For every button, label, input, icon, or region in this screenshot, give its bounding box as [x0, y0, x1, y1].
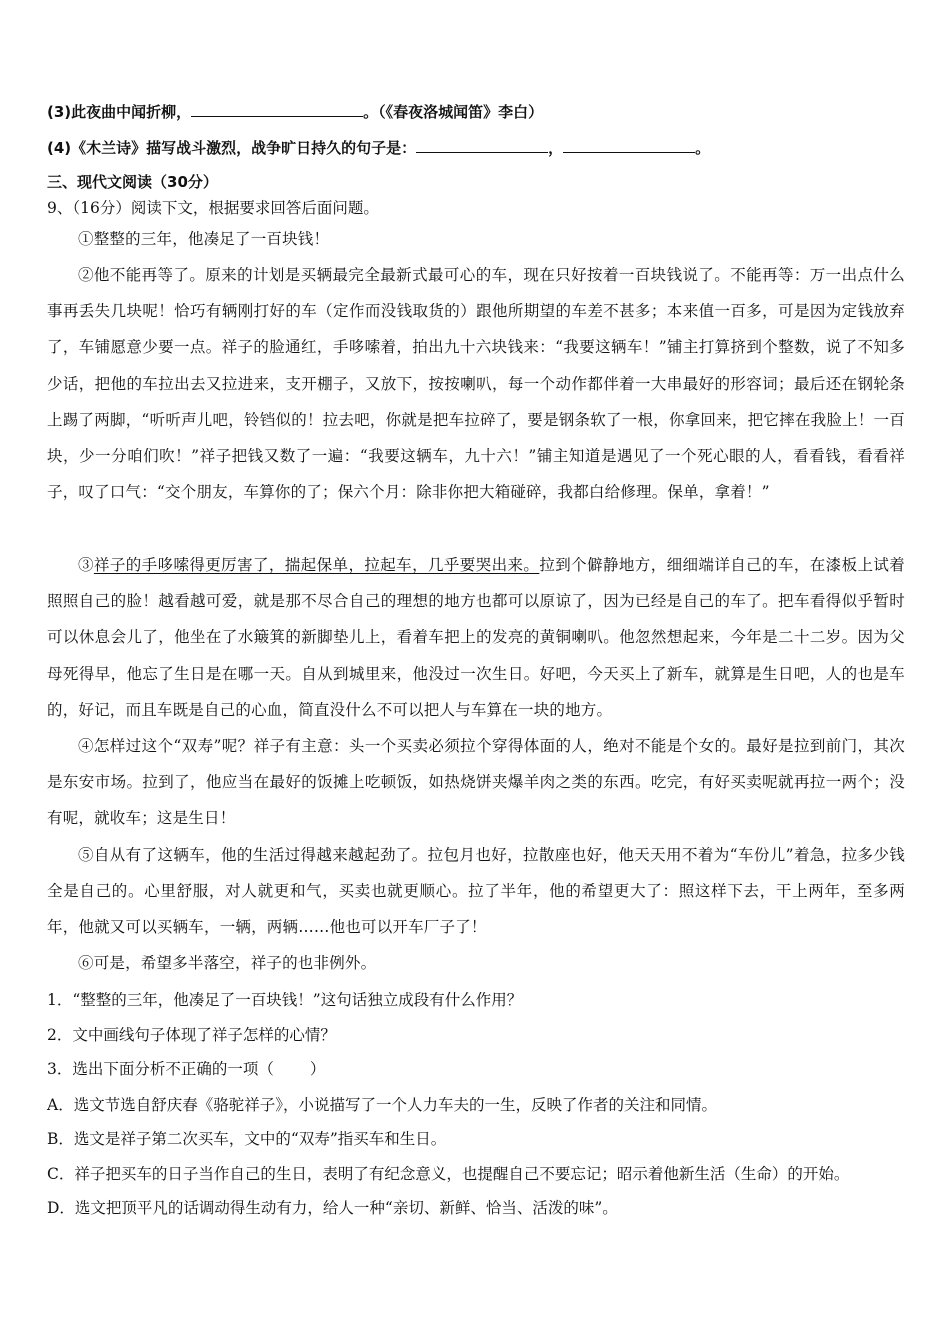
passage-paragraph-1: ①整整的三年，他凑足了一百块钱！: [78, 230, 330, 248]
fill-q4-prefix: (4)《木兰诗》描写战斗激烈，战争旷日持久的句子是：: [47, 139, 417, 157]
underlined-sentence: 祥子的手哆嗦得更厉害了，揣起保单，拉起车，几乎要哭出来。: [93, 556, 540, 574]
question-1: 1．“整整的三年，他凑足了一百块钱！”这句话独立成段有什么作用？: [47, 991, 523, 1009]
fill-q4-end: 。: [695, 139, 711, 157]
question-3: [47, 1057, 325, 1079]
question-3-prefix: 3．选出下面分析不正确的一项（: [47, 1060, 274, 1078]
paragraph-3-rest: 拉到个僻静地方，细细端详自己的车，在漆板上试着照照自己的脸！越看越可爱，就是那不尽合自己的理想的地方也都可以原谅了，因为已经是自己的车了。把车看得似乎暂时可以休息会儿了，他坐在了水簸箕的新脚垫儿上，看着车把上的发亮的黄铜喇叭。他忽然想起来，今年是二十二岁。因为父母死得早，他忘了生日是在哪一天。自从到城里来，他没过一次生日。好吧，今天买上了新车，就算是生日吧，人的也是车的，好记，而且车既是自己的心血，简直没什么不可以把人与车算在一块的地方。: [47, 556, 906, 719]
answer-blank: [563, 138, 695, 153]
option-d: D．选文把顶平凡的话调动得生动有力，给人一种“亲切、新鲜、恰当、活泼的味”。: [47, 1199, 618, 1217]
fill-q3-suffix: 。（《春夜洛城闻笛》李白）: [363, 103, 544, 121]
answer-blank: [416, 138, 548, 153]
passage-paragraph-3: [47, 547, 905, 728]
answer-blank: [191, 102, 363, 117]
question-2: 2．文中画线句子体现了祥子怎样的心情？: [47, 1026, 336, 1044]
passage-paragraph-5: ⑤自从有了这辆车，他的生活过得越来越起劲了。拉包月也好，拉散座也好，他天天用不着为“车份儿”着急，拉多少钱全是自己的。心里舒服，对人就更和气，买卖也就更顺心。拉了半年，他的希望更大了：照这样下去，干上两年，至多两年，他就又可以买辆车，一辆，两辆……他也可以开车厂子了！: [47, 846, 905, 937]
passage-paragraph-2: ②他不能再等了。原来的计划是买辆最完全最新式最可心的车，现在只好按着一百块钱说了。不能再等：万一出点什么事再丢失几块呢！恰巧有辆刚打好的车（定作而没钱取货的）跟他所期望的车差不甚多；本来值一百多，可是因为定钱放弃了，车铺愿意少要一点。祥子的脸通红，手哆嗦着，拍出九十六块钱来：“我要这辆车！”铺主打算挤到个整数，说了不知多少话，把他的车拉出去又拉进来，支开棚子，又放下，按按喇叭，每一个动作都伴着一大串最好的形容词；最后还在钢轮条上踢了两脚，“听听声儿吧，铃铛似的！拉去吧，你就是把车拉碎了，要是钢条软了一根，你拿回来，把它摔在我脸上！一百块，少一分咱们吹！”祥子把钱又数了一遍：“我要这辆车，九十六！”铺主知道是遇见了一个死心眼的人，看看钱，看看祥子，叹了口气：“交个朋友，车算你的了；保六个月：除非你把大箱碰碎，我都白给修理。保单，拿着！”: [47, 266, 905, 502]
fill-q3-prefix: (3)此夜曲中闻折柳，: [47, 103, 192, 121]
paragraph-3-mark: ③: [78, 556, 94, 574]
fill-question-4: [47, 137, 710, 158]
section-title: 三、现代文阅读（30分）: [47, 173, 218, 191]
fill-q4-sep: ，: [548, 139, 564, 157]
question-9-intro: 9、（16分）阅读下文，根据要求回答后面问题。: [47, 199, 379, 217]
passage-paragraph-4: ④怎样过这个“双寿”呢？祥子有主意：头一个买卖必须拉个穿得体面的人，绝对不能是个女的。最好是拉到前门，其次是东安市场。拉到了，他应当在最好的饭摊上吃顿饭，如热烧饼夹爆羊肉之类的东西。吃完，有好买卖呢就再拉一两个；没有呢，就收车；这是生日！: [47, 737, 905, 828]
question-3-suffix: ）: [309, 1060, 326, 1078]
fill-question-3: [47, 101, 543, 122]
option-b: B．选文是祥子第二次买车，文中的“双寿”指买车和生日。: [47, 1130, 447, 1148]
option-c: C．祥子把买车的日子当作自己的生日，表明了有纪念意义，也提醒自己不要忘记；昭示着他新生活（生命）的开始。: [47, 1165, 850, 1183]
passage-paragraph-6: ⑥可是，希望多半落空，祥子的也非例外。: [78, 954, 377, 972]
option-a: A．选文节选自舒庆春《骆驼祥子》，小说描写了一个人力车夫的一生，反映了作者的关注和同情。: [47, 1096, 717, 1114]
